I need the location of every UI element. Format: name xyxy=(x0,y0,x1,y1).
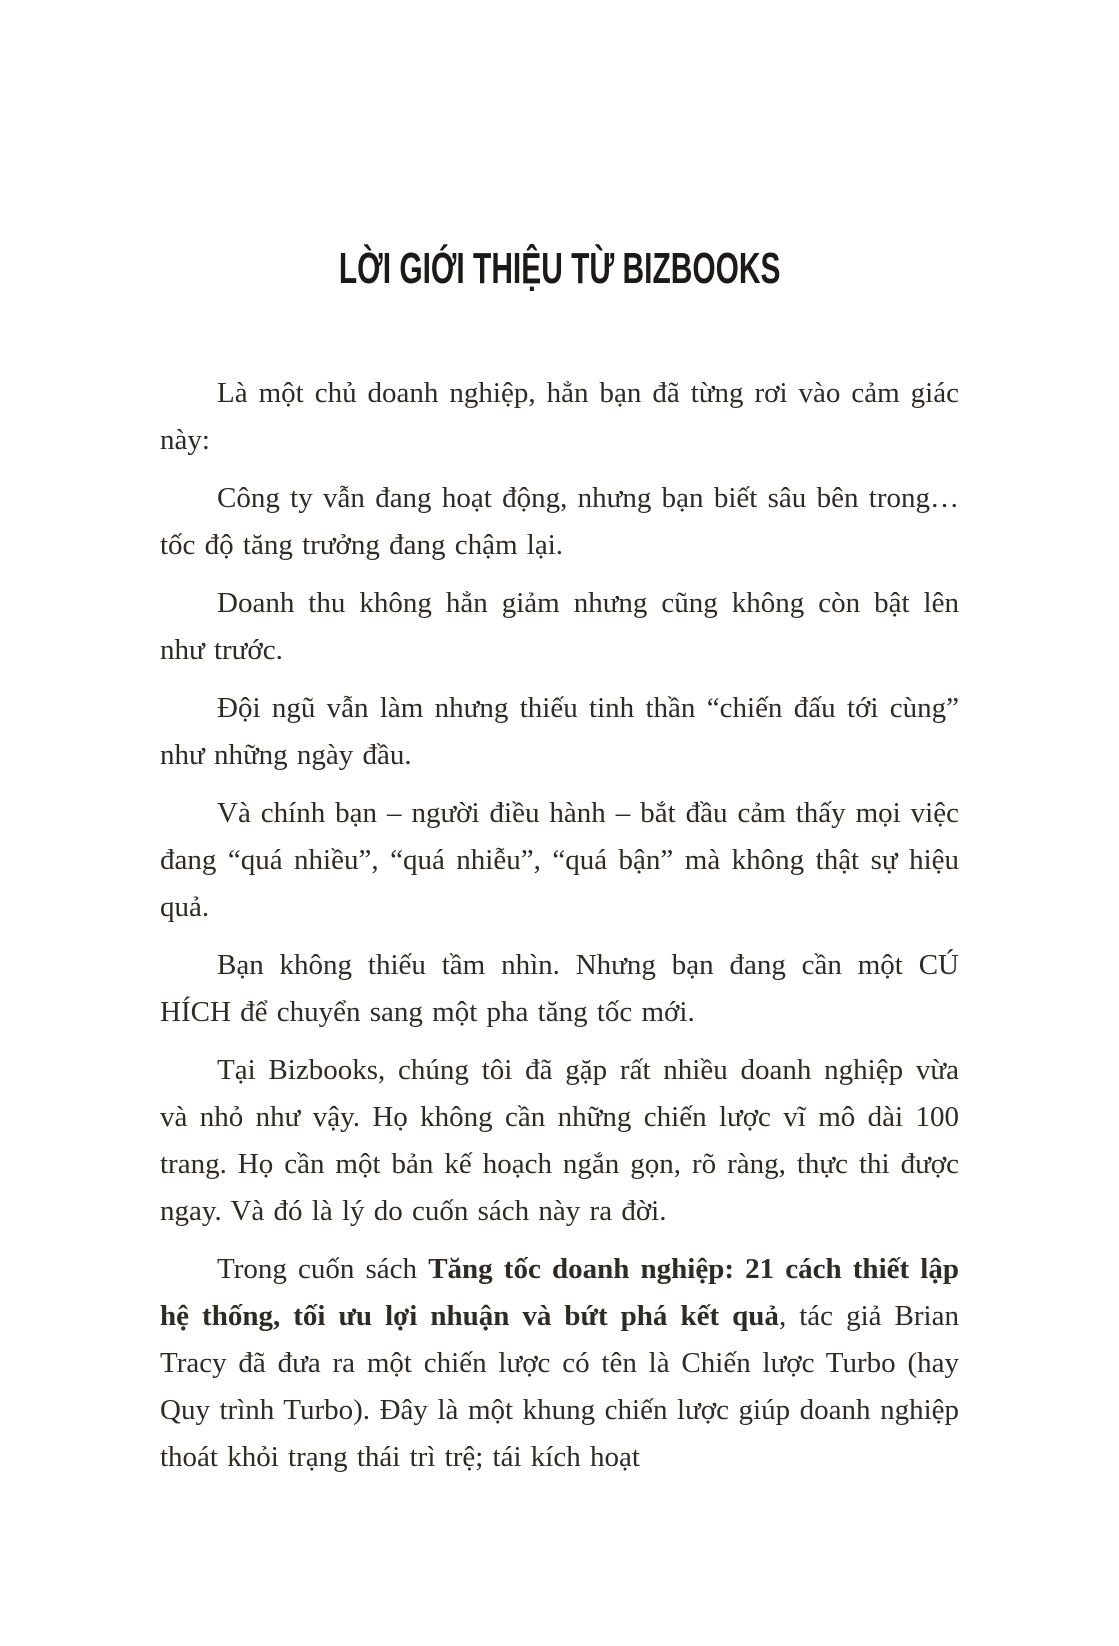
text-segment: Bạn không thiếu tầm nhìn. Nhưng bạn đang cần một CÚ HÍCH để chuyển sang một pha tăng tốc mới. xyxy=(160,949,959,1029)
paragraph xyxy=(160,790,959,931)
text-segment: Và chính bạn – người điều hành – bắt đầu cảm thấy mọi việc đang “quá nhiều”, “quá nhiễu”, “quá bận” mà không thật sự hiệu quả. xyxy=(160,797,959,924)
text-segment: Công ty vẫn đang hoạt động, nhưng bạn biết sâu bên trong… tốc độ tăng trưởng đang chậm lại. xyxy=(160,482,959,562)
page-title: LỜI GIỚI THIỆU TỪ BIZBOOKS xyxy=(338,244,781,293)
body-text xyxy=(160,370,959,1481)
text-segment: Là một chủ doanh nghiệp, hẳn bạn đã từng rơi vào cảm giác này: xyxy=(160,377,959,457)
paragraph xyxy=(160,475,959,569)
paragraph xyxy=(160,580,959,674)
bold-text-segment: Tăng tốc doanh nghiệp: 21 cách thiết lập hệ thống, tối ưu lợi nhuận và bứt phá kết quả xyxy=(160,1253,959,1333)
paragraph xyxy=(160,1047,959,1235)
paragraph xyxy=(160,942,959,1036)
text-segment: Doanh thu không hẳn giảm nhưng cũng không còn bật lên như trước. xyxy=(160,587,959,667)
paragraph xyxy=(160,370,959,464)
paragraph xyxy=(160,1246,959,1481)
text-segment: Trong cuốn sách xyxy=(217,1253,429,1286)
text-segment: Tại Bizbooks, chúng tôi đã gặp rất nhiều doanh nghiệp vừa và nhỏ như vậy. Họ không cần những chiến lược vĩ mô dài 100 trang. Họ cần một bản kế hoạch ngắn gọn, rõ ràng, thực thi được ngay. Và đó là lý do cuốn sách này ra đời. xyxy=(160,1054,959,1228)
text-segment: Đội ngũ vẫn làm nhưng thiếu tinh thần “chiến đấu tới cùng” như những ngày đầu. xyxy=(160,692,959,772)
text-segment: , tác giả Brian Tracy đã đưa ra một chiến lược có tên là Chiến lược Turbo (hay Quy trình Turbo). Đây là một khung chiến lược giúp doanh nghiệp thoát khỏi trạng thái trì trệ; tái kích hoạt xyxy=(160,1300,959,1474)
chapter-title-wrap xyxy=(160,246,959,292)
paragraph xyxy=(160,685,959,779)
